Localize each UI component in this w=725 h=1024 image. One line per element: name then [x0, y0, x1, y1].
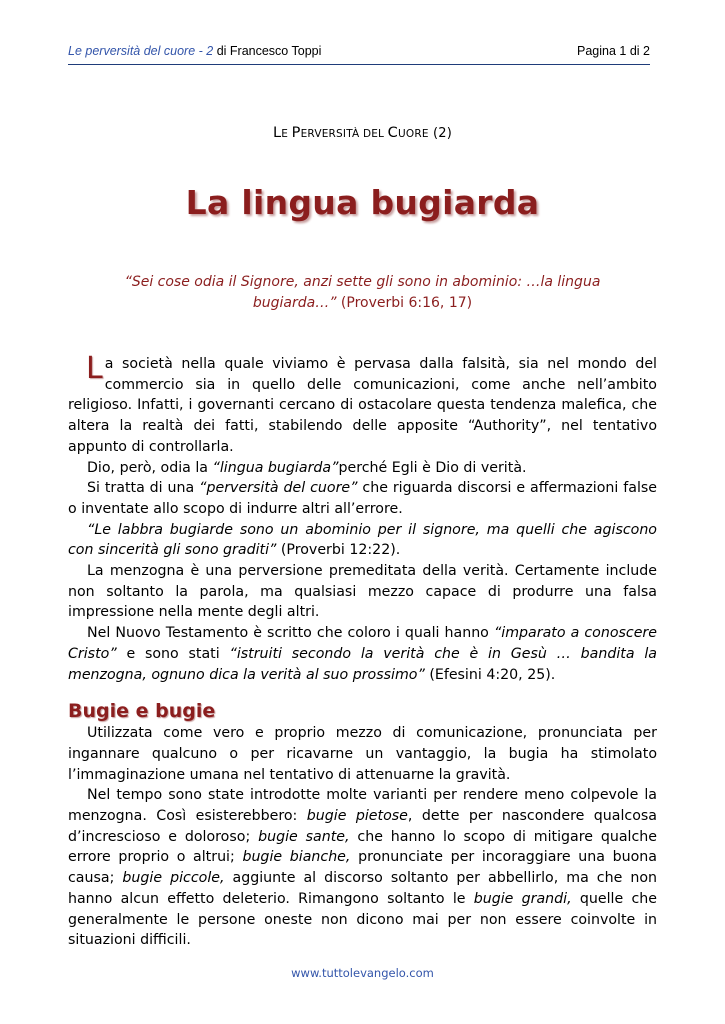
epigraph — [120, 272, 605, 314]
header-author: di Francesco Toppi — [216, 44, 322, 58]
page-title: La lingua bugiarda — [185, 183, 540, 222]
epigraph-reference: (Proverbi 6:16, 17) — [336, 295, 473, 311]
footer-website-link[interactable]: www.tuttolevangelo.com — [291, 966, 434, 980]
paragraph: Utilizzata come vero e proprio mezzo di comunicazione, pronunciata per ingannare qualcuno o per ricavarne un vantaggio, la bugia ha stimolato l’immaginazione umana nel tentativo di attenuarne la gravità. — [68, 725, 657, 783]
paragraph-intro: La società nella quale viviamo è pervasa dalla falsità, sia nel mondo del commercio sia in quello delle comunicazioni, come anche nell’ambito religioso. Infatti, i governanti cercano di ostacolare questa tendenza malefica, che altera la realtà dei fatti, stabilendo delle apposite “Authority”, nel tentativo appunto di controllarla. — [68, 351, 657, 455]
paragraph: La menzogna è una perversione premeditata della verità. Certamente include non soltanto la parola, ma qualsiasi mezzo capace di produrre una falsa impressione nella mente degli altri. — [68, 563, 657, 621]
paragraph: Dio, però, odia la “lingua bugiarda”perché Egli è Dio di verità. — [87, 459, 527, 476]
section-heading: Bugie e bugie — [68, 700, 216, 723]
header-page-number: Pagina 1 di 2 — [577, 44, 650, 58]
header-doc-title: Le perversità del cuore - 2 — [68, 44, 214, 58]
header-left — [68, 44, 321, 58]
series-kicker: LE PERVERSITÀ DEL CUORE (2) — [272, 125, 453, 141]
paragraph: “Le labbra bugiarde sono un abominio per il signore, ma quelli che agiscono con sincerità gli sono graditi” (Proverbi 12:22). — [68, 521, 657, 559]
drop-cap: L — [86, 351, 103, 386]
paragraph: Si tratta di una “perversità del cuore” che riguarda discorsi e affermazioni false o inventate allo scopo di indurre altri all’errore. — [68, 480, 658, 517]
epigraph-quote: “Sei cose odia il Signore, anzi sette gli sono in abominio: …la lingua bugiarda…” — [124, 274, 601, 311]
article-body — [68, 351, 658, 951]
paragraph: Nel Nuovo Testamento è scritto che coloro i quali hanno “imparato a conoscere Cristo” e sono stati “istruiti secondo la verità che è in Gesù … bandita la menzogna, ognuno dica la verità al suo prossimo” (Efesini 4:20, 25). — [68, 625, 657, 683]
paragraph: Nel tempo sono state introdotte molte varianti per rendere meno colpevole la menzogna. Così esisterebbero: bugie pietose, dette per nascondere qualcosa d’increscioso e doloroso; bugie sante, che hanno lo scopo di mitigare qualche errore proprio o altrui; bugie bianche, pronunciate per incoraggiare una buona causa; bugie piccole, aggiunte al discorso soltanto per abbellirlo, ma che non hanno alcun effetto deleterio. Rimangono soltanto le bugie grandi, quelle che generalmente le persone oneste non dicono mai per non essere coinvolte in situazioni difficili. — [68, 787, 658, 949]
page-header — [68, 42, 650, 65]
